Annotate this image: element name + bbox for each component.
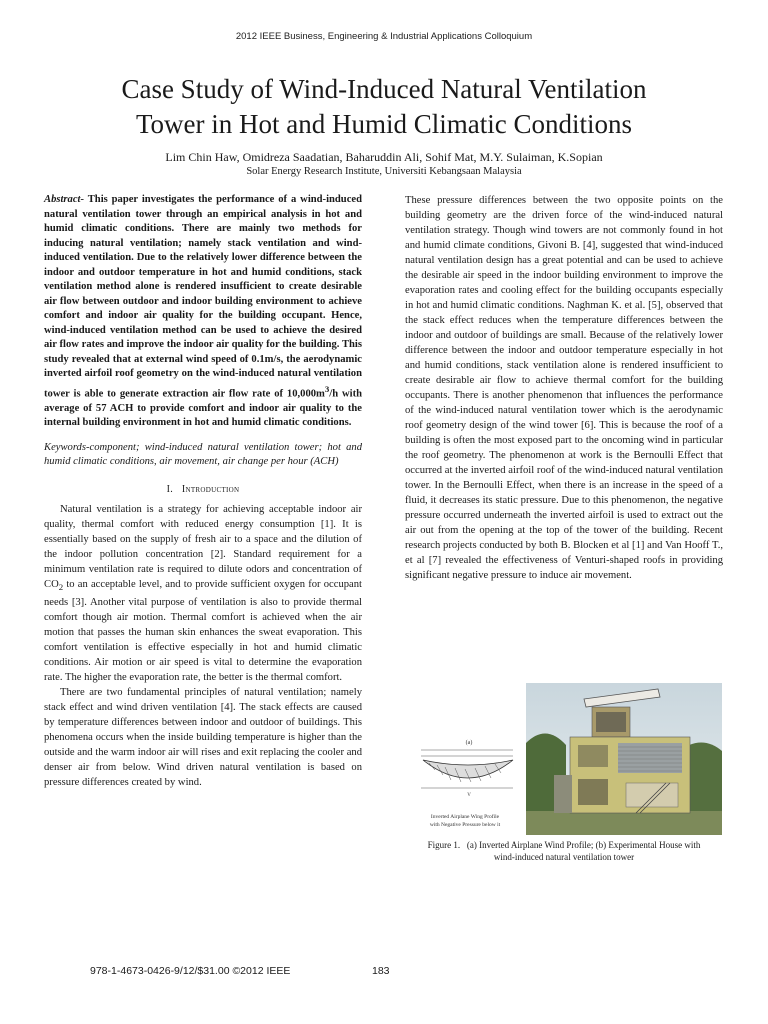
page-number: 183 bbox=[372, 965, 390, 977]
abstract-text-1: This paper investigates the performance of a wind-induced natural ventilation tower through an empirical analysis in hot and humid climatic conditions. There are mainly two methods for inducing natural ventilation; namely stack ventilation and wind-induced ventilation. Due to the relatively lower difference between the indoor and outdoor temperature in hot and humid conditions, stack ventilation method alone is rendered insufficient to create desirable air flow between outdoor and indoor building environment to achieve comfort and indoor air quality for the building occupant. Hence, wind-induced ventilation method can be used to achieve the desired air flow rates and improve the indoor air quality for the building. This study revealed that at external wind speed of 0.1m/s, the aerodynamic inverted airfoil roof geometry on the wind-induced natural ventilation tower is able to generate extraction air flow rate of 10,000m bbox=[44, 194, 362, 400]
co2-subscript: 2 bbox=[58, 581, 64, 592]
inset-caption-line-1: Inverted Airplane Wing Profile bbox=[430, 814, 500, 820]
intro-paragraph-1 bbox=[44, 502, 362, 685]
intro-paragraph-2: There are two fundamental principles of natural ventilation; namely stack effect and wind driven ventilation [4]. The stack effects are caused by temperature differences between indoor and outdoor of buildings. This phenomena occurs when the inside building temperature is higher than the outside and the warm indoor air will rises and exit replacing the cooler and denser air from below. Wind driven natural ventilation is based on pressure differences created by wind. bbox=[44, 686, 362, 788]
diagram-label-a: (a) bbox=[465, 740, 473, 746]
abstract-lead: Abstract- bbox=[44, 194, 85, 205]
keywords: Keywords-component; wind-induced natural ventilation tower; hot and humid climatic conditions, air movement, air change per hour (ACH) bbox=[44, 441, 362, 468]
intro-p1-text-1: Natural ventilation is a strategy for achieving acceptable indoor air quality, thermal comfort with reduced energy consumption [1]. It is essentially based on the supply of fresh air to a space and the dilution of the indoor pollution concentration [2]. Standard requirement for a minimum ventilation rate is required to dilute odors and concentration of CO bbox=[44, 503, 362, 590]
title-line-2: Tower in Hot and Humid Climatic Conditions bbox=[135, 109, 633, 139]
right-column bbox=[405, 193, 723, 583]
intro-p1-text-2: to an acceptable level, and to provide sufficient oxygen for occupant needs [3]. Another vital purpose of ventilation is also to provide thermal comfort though air motion. Thermal comfort is achieved when the air motion that passes the human skin enhances the sweat evaporation. This comfort ventilation is effective especially in hot and humid climatic conditions. Air motion or air speed is vital to determine the evaporation rate. The higher the evaporation rate, the better is the thermal comfort. bbox=[44, 578, 362, 683]
footer-copyright: 978-1-4673-0426-9/12/$31.00 ©2012 IEEE bbox=[90, 965, 291, 977]
window-lower bbox=[578, 779, 608, 805]
section-heading-introduction bbox=[44, 482, 362, 497]
section-title: Introduction bbox=[181, 483, 240, 495]
paper-title bbox=[40, 72, 728, 142]
figure-caption bbox=[405, 839, 723, 863]
ground bbox=[526, 811, 722, 835]
author-list: Lim Chin Haw, Omidreza Saadatian, Baharuddin Ali, Sohif Mat, M.Y. Sulaiman, K.Sopian bbox=[165, 150, 603, 164]
inverted-airfoil-diagram bbox=[413, 730, 518, 830]
figure-1 bbox=[408, 683, 724, 835]
louver-panel bbox=[618, 743, 682, 773]
affiliation: Solar Energy Research Institute, Universiti Kebangsaan Malaysia bbox=[246, 166, 522, 177]
right-paragraph-1: These pressure differences between the two opposite points on the building geometry are the driven force of the wind-induced natural ventilation strategy. Though wind towers are not commonly found in hot and humid climate conditions, Givoni B. [4], suggested that wind-induced natural ventilation design has a great potential and can be used to achieve the desirable air speed in the indoor building environment to improve the evaporation rates and cooling effect for the building occupants especially in hot and humid climatic conditions. Naghman K. et al. [5], observed that the stack effect reduces when the temperature differences between the indoor and outdoor of buildings are small. Because of the relatively lower difference between the indoor and outdoor temperature especially in hot and humid conditions, stack ventilation alone is rendered insufficient to create desirable air flow to achieve thermal comfort for the building occupants. There is another phenomenon that influences the performance of the wind-induced natural ventilation tower which is the aerodynamic roof geometry design of the wind tower [6]. This is because the roof of a building is often the most exposed part to the oncoming wind in particular the roof geometry. The phenomenon at work is the Bernoulli Effect that occurred at the inverted airfoil roof of the wind-induced natural ventilation tower. In the Bernoulli Effect, when there is an increase in the speed of a fluid, it decreases its static pressure. Due to this phenomenon, the negative pressure occurred underneath the inverted airfoil is used to extract out the air out from the opening at the top of the tower of the building. Recent research projects conducted by both B. Blocken et al [1] and Van Hooff T., et al [7] revealed the effectiveness of Venturi-shaped roofs in providing significant negative pressure to induce air movement. bbox=[405, 195, 723, 581]
abstract-text-2: /h with average of 57 ACH to provide comfort and indoor air quality to the internal building environment in hot and humid climatic conditions. bbox=[44, 388, 362, 429]
caption-line-1: Figure 1. (a) Inverted Airplane Wind Profile; (b) Experimental House with bbox=[427, 840, 701, 850]
inset-caption-line-2: with Negative Pressure below it bbox=[429, 822, 501, 828]
left-column bbox=[44, 193, 362, 790]
caption-line-2: wind-induced natural ventilation tower bbox=[493, 852, 635, 862]
tower-opening bbox=[596, 712, 626, 732]
conference-header: 2012 IEEE Business, Engineering & Industrial Applications Colloquium bbox=[235, 31, 533, 42]
ground-floor-wall bbox=[626, 783, 678, 807]
abstract bbox=[44, 193, 362, 431]
abstract-superscript: 3 bbox=[324, 383, 330, 394]
title-line-1: Case Study of Wind-Induced Natural Ventilation bbox=[121, 74, 647, 104]
section-numeral: I. bbox=[166, 483, 174, 495]
experimental-house-photo bbox=[526, 683, 722, 835]
diagram-label-v: V bbox=[467, 793, 471, 798]
window-upper bbox=[578, 745, 608, 767]
side-structure bbox=[554, 775, 572, 813]
